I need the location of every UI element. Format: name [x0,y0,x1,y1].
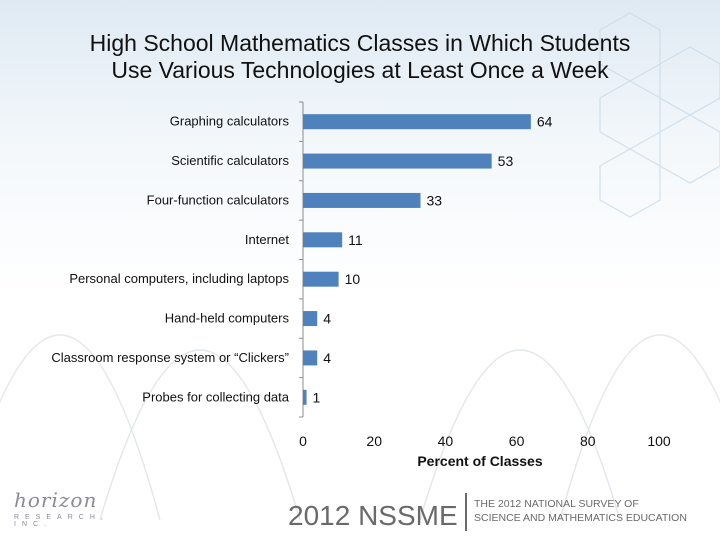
chart-title-line-2: Use Various Technologies at Least Once a Week [111,57,609,83]
category-label: Classroom response system or “Clickers” [51,349,289,365]
category-label: Four-function calculators [146,192,289,208]
bar [303,350,317,365]
category-label: Hand-held computers [164,310,289,326]
x-tick-label: 0 [299,433,307,449]
category-label: Personal computers, including laptops [69,271,289,287]
data-label: 4 [323,310,332,327]
tagline-line-2: SCIENCE AND MATHEMATICS EDUCATION [474,512,687,524]
x-tick-label: 60 [508,433,525,449]
x-tick-label: 20 [366,433,382,449]
category-label: Scientific calculators [171,153,289,169]
x-axis-label: Percent of Classes [417,453,543,469]
data-label: 10 [344,271,361,288]
horizon-logo: horizon RESEARCH, INC. [14,488,109,528]
bar [303,193,420,208]
nssme-label: 2012 NSSME [288,500,458,531]
category-label: Probes for collecting data [142,389,289,405]
x-tick-label: 100 [647,433,671,449]
bar [303,390,307,405]
data-label: 64 [536,113,553,130]
x-tick-label: 80 [580,433,596,449]
survey-tagline [474,497,687,525]
category-label: Graphing calculators [169,113,289,129]
bar [303,154,492,169]
tagline-line-1: THE 2012 NATIONAL SURVEY OF [474,498,639,510]
bar [303,311,317,326]
footer-separator [465,493,467,531]
data-label: 4 [323,349,332,366]
data-label: 53 [497,153,514,170]
data-label: 11 [348,231,363,248]
bar [303,272,339,287]
category-label: Internet [244,231,289,247]
data-label: 33 [426,192,443,209]
data-label: 1 [312,389,321,406]
x-tick-label: 40 [437,433,454,449]
bar [303,232,342,247]
bar [303,114,531,129]
chart-title-line-1: High School Mathematics Classes in Which Students [89,30,631,56]
